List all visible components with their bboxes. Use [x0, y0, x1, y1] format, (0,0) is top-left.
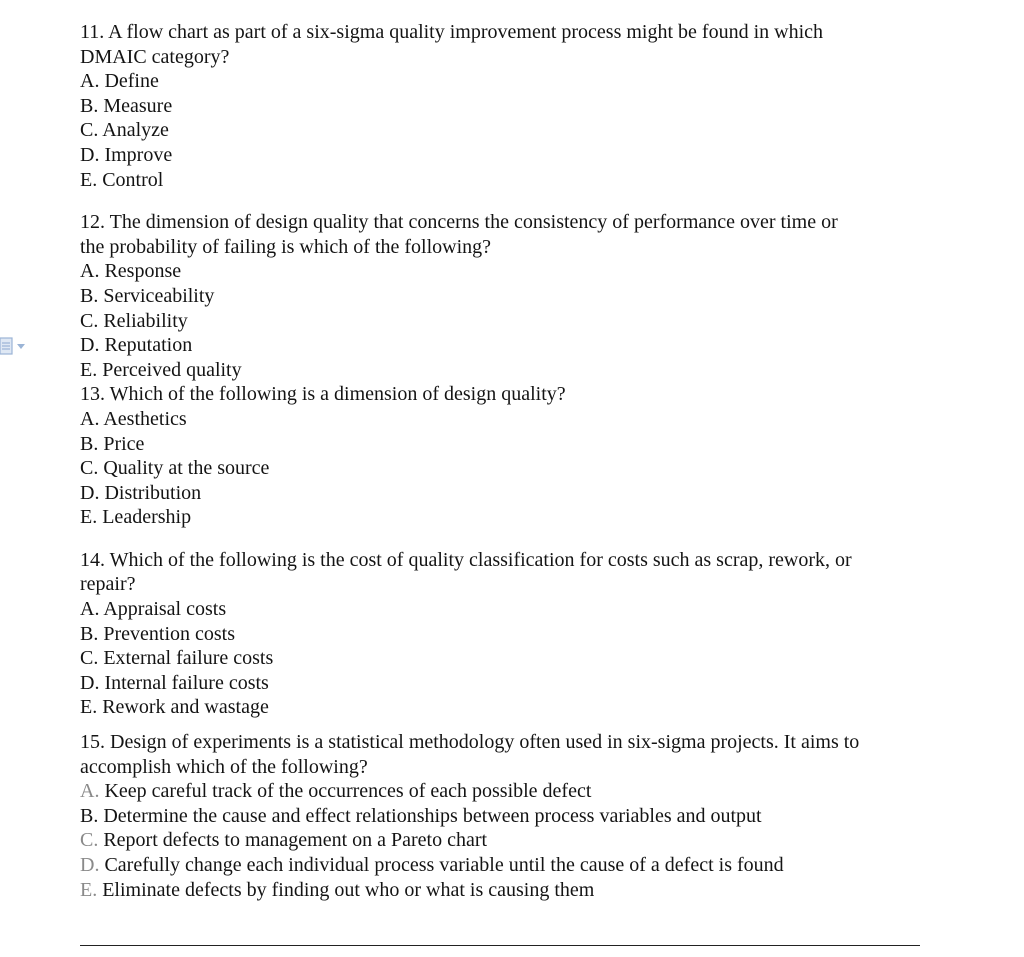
- option-letter: D.: [80, 481, 100, 504]
- answer-option-c[interactable]: [80, 646, 930, 671]
- question-document: [80, 20, 930, 902]
- option-text: External failure costs: [103, 647, 274, 670]
- spacer: [80, 720, 930, 730]
- option-letter: E.: [80, 506, 98, 529]
- option-text: Internal failure costs: [104, 671, 269, 694]
- answer-option-b[interactable]: [80, 284, 930, 309]
- option-letter: C.: [80, 647, 99, 670]
- answer-option-d[interactable]: [80, 333, 930, 358]
- spacer: [80, 530, 930, 548]
- option-letter: E.: [80, 358, 98, 381]
- option-text: Distribution: [104, 481, 202, 504]
- option-text: Appraisal costs: [103, 598, 227, 621]
- answer-option-b[interactable]: [80, 804, 930, 829]
- option-letter: C.: [80, 457, 99, 480]
- option-letter: C.: [80, 309, 99, 332]
- question-15: [80, 730, 930, 902]
- option-text: Carefully change each individual process variable until the cause of a defect is found: [104, 854, 784, 876]
- question-stem: 14. Which of the following is the cost of quality classification for costs such as scrap, rework, or: [80, 548, 852, 571]
- question-stem: 11. A flow chart as part of a six-sigma quality improvement process might be found in which: [80, 21, 823, 43]
- question-11: [80, 20, 930, 192]
- option-letter: C.: [80, 119, 99, 142]
- option-letter: E.: [80, 878, 98, 901]
- answer-option-b[interactable]: [80, 622, 930, 647]
- option-letter: A.: [80, 260, 100, 283]
- option-letter: A.: [80, 407, 100, 430]
- answer-option-c[interactable]: [80, 456, 930, 481]
- answer-option-e[interactable]: [80, 505, 930, 530]
- option-text: Aesthetics: [103, 407, 187, 430]
- option-text: Determine the cause and effect relationships between process variables and output: [103, 804, 762, 827]
- option-text: Control: [102, 168, 164, 191]
- answer-option-a[interactable]: [80, 69, 930, 94]
- question-stem: DMAIC category?: [80, 45, 230, 68]
- option-text: Price: [103, 432, 145, 455]
- document-dropdown-icon[interactable]: [0, 336, 30, 358]
- answer-option-d[interactable]: [80, 671, 930, 696]
- question-stem: the probability of failing is which of the following?: [80, 235, 492, 258]
- answer-option-a[interactable]: [80, 779, 930, 804]
- option-text: Response: [104, 260, 182, 283]
- option-text: Reliability: [103, 309, 188, 332]
- option-text: Rework and wastage: [102, 696, 269, 719]
- spacer: [80, 192, 930, 210]
- answer-option-a[interactable]: [80, 597, 930, 622]
- option-letter: D.: [80, 671, 100, 694]
- answer-option-b[interactable]: [80, 432, 930, 457]
- answer-option-a[interactable]: [80, 259, 930, 284]
- answer-option-e[interactable]: [80, 695, 930, 720]
- option-letter: B.: [80, 804, 99, 827]
- option-text: Keep careful track of the occurrences of each possible defect: [104, 780, 592, 803]
- question-stem: 15. Design of experiments is a statistical methodology often used in six-sigma projects. It aims to: [80, 731, 860, 754]
- answer-option-a[interactable]: [80, 407, 930, 432]
- answer-option-c[interactable]: [80, 309, 930, 334]
- option-letter: B.: [80, 432, 99, 455]
- question-stem: 13. Which of the following is a dimension of design quality?: [80, 383, 566, 406]
- horizontal-rule: [80, 945, 920, 946]
- option-text: Report defects to management on a Pareto chart: [103, 829, 488, 852]
- option-text: Eliminate defects by finding out who or what is causing them: [102, 878, 595, 901]
- option-letter: D.: [80, 854, 100, 876]
- question-stem: 12. The dimension of design quality that concerns the consistency of performance over time or: [80, 211, 838, 234]
- option-letter: D.: [80, 143, 100, 166]
- option-text: Perceived quality: [102, 358, 242, 381]
- option-letter: B.: [80, 284, 99, 307]
- option-letter: A.: [80, 598, 100, 621]
- question-12: [80, 210, 930, 382]
- answer-option-d[interactable]: [80, 143, 930, 168]
- option-text: Analyze: [102, 119, 169, 142]
- answer-option-c[interactable]: [80, 828, 930, 853]
- option-text: Define: [104, 70, 159, 93]
- question-stem: accomplish which of the following?: [80, 755, 368, 778]
- answer-option-e[interactable]: [80, 168, 930, 193]
- option-letter: E.: [80, 696, 98, 719]
- option-letter: B.: [80, 622, 99, 645]
- option-letter: E.: [80, 168, 98, 191]
- answer-option-d[interactable]: [80, 853, 930, 878]
- option-letter: A.: [80, 780, 100, 803]
- question-13: [80, 382, 930, 530]
- answer-option-c[interactable]: [80, 118, 930, 143]
- answer-option-b[interactable]: [80, 94, 930, 119]
- answer-option-d[interactable]: [80, 481, 930, 506]
- question-stem: repair?: [80, 573, 136, 596]
- option-text: Quality at the source: [103, 457, 270, 480]
- option-letter: C.: [80, 829, 99, 852]
- option-letter: D.: [80, 334, 100, 357]
- option-text: Reputation: [104, 334, 193, 357]
- option-text: Serviceability: [103, 284, 215, 307]
- option-letter: A.: [80, 70, 100, 93]
- option-text: Measure: [103, 94, 173, 117]
- option-letter: B.: [80, 94, 99, 117]
- question-14: [80, 548, 930, 720]
- option-text: Prevention costs: [103, 622, 235, 645]
- option-text: Improve: [104, 143, 173, 166]
- option-text: Leadership: [102, 506, 192, 529]
- answer-option-e[interactable]: [80, 358, 930, 383]
- answer-option-e[interactable]: [80, 878, 930, 903]
